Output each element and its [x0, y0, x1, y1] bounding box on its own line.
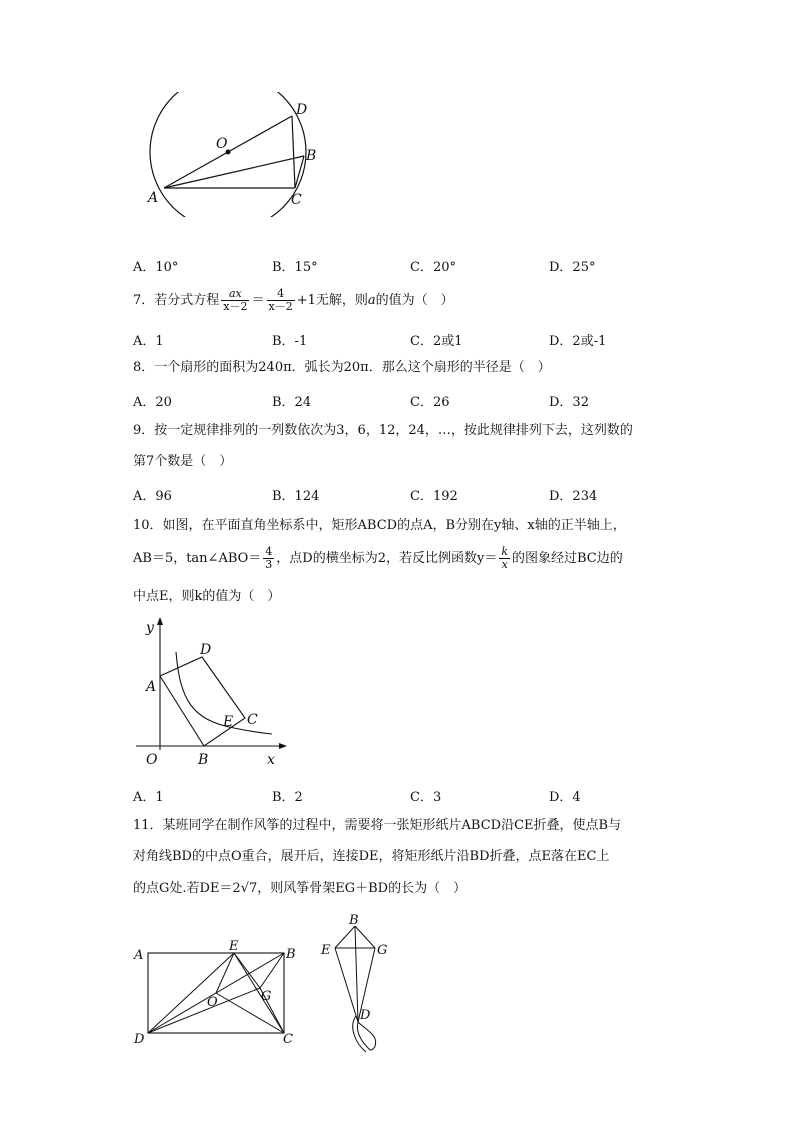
q8-stem: 8．一个扇形的面积为240π．弧长为20π．那么这个扇形的半径是（ ）	[133, 360, 551, 375]
label-a: A	[146, 679, 157, 695]
segment-eg	[234, 953, 260, 988]
q6-option-d: D．25°	[549, 260, 596, 275]
q7-option-d: D．2或-1	[549, 334, 607, 349]
q10-stem-line1: 10．如图，在平面直角坐标系中，矩形ABCD的点A，B分别在y轴、x轴的正半轴上，	[133, 518, 626, 533]
label-o: O	[207, 995, 218, 1010]
q9-option-d: D．234	[549, 489, 598, 504]
label-b: B	[198, 752, 209, 768]
label-x: x	[267, 752, 275, 768]
label-e: E	[229, 939, 239, 954]
kite-spine-bd	[355, 926, 358, 1022]
q8-option-b: B．24	[272, 395, 312, 410]
q7-fraction-1: $\frac{ax}{x-2}$	[223, 287, 248, 313]
q8-option-c: C．26	[410, 395, 450, 410]
q6-option-a: A．10°	[133, 260, 179, 275]
q10-tan-fraction: $\frac{4}{3}$	[265, 545, 273, 571]
label-b: B	[349, 913, 359, 928]
label-o: O	[216, 136, 228, 152]
segment-gb	[260, 953, 284, 988]
label-e: E	[223, 714, 234, 730]
q6-option-c: C．20°	[410, 260, 456, 275]
label-d: D	[360, 1008, 371, 1023]
label-c: C	[283, 1032, 293, 1047]
label-d: D	[296, 102, 308, 118]
chord-ab	[164, 156, 304, 188]
q11-stem-line3: 的点G处.若DE＝2√7，则风筝骨架EG＋BD的长为（ ）	[133, 881, 467, 896]
q10-stem-line3: 中点E，则k的值为（ ）	[133, 589, 281, 604]
q10-option-a: A．1	[133, 790, 164, 805]
q10-coordinate-figure	[130, 612, 290, 774]
label-b: B	[306, 148, 317, 164]
q10-option-c: C．3	[410, 790, 442, 805]
label-b: B	[286, 947, 296, 962]
q11-stem-line1: 11．某班同学在制作风筝的过程中，需要将一张矩形纸片ABCD沿CE折叠，使点B与	[133, 818, 622, 833]
q11-rectangle-figure	[130, 936, 300, 1048]
q11-kite-figure	[318, 912, 394, 1058]
segment-dg	[148, 988, 260, 1033]
q7-fraction-2: $\frac{4}{x-2}$	[268, 287, 293, 313]
q10-k-fraction: $\frac{k}{x}$	[501, 545, 509, 571]
q7-option-a: A．1	[133, 334, 164, 349]
q10-option-d: D．4	[549, 790, 581, 805]
q9-option-b: B．124	[272, 489, 320, 504]
q10-option-b: B．2	[272, 790, 303, 805]
label-g: G	[261, 989, 272, 1004]
q11-stem-line2: 对角线BD的中点O重合，展开后，连接DE，将矩形纸片沿BD折叠，点E落在EC上	[133, 849, 610, 864]
label-o: O	[146, 752, 158, 768]
kite-edge-ed	[335, 948, 358, 1022]
y-axis-arrow	[157, 617, 163, 625]
q9-option-c: C．192	[410, 489, 458, 504]
q9-stem-line2: 第7个数是（ ）	[133, 454, 233, 469]
label-a: A	[134, 948, 144, 963]
chord-dc	[292, 116, 295, 188]
label-d: D	[134, 1032, 145, 1047]
q10-stem-line2: AB＝5，tan∠ABO＝ $\frac{4}{3}$ ，点D的横坐标为2，若反比例函数y＝ $\frac{k}{x}$ 的图象经过BC边的	[133, 545, 623, 571]
x-axis-arrow	[279, 743, 287, 749]
q8-option-a: A．20	[133, 395, 172, 410]
kite-edge-be	[335, 926, 355, 948]
q7-stem: 7．若分式方程 $\frac{ax}{x-2}$ ＝ $\frac{4}{x-2}$ +1无解，则a的值为（ ）	[133, 287, 454, 313]
q8-option-d: D．32	[549, 395, 589, 410]
label-y: y	[146, 620, 154, 636]
segment-ce	[234, 953, 284, 1033]
q7-option-b: B．-1	[272, 334, 308, 349]
kite-edge-bg	[355, 926, 375, 948]
label-d: D	[200, 642, 212, 658]
q6-option-b: B．15°	[272, 260, 318, 275]
rectangle-abcd	[160, 657, 245, 746]
q6-circle-figure	[140, 92, 330, 217]
q9-option-a: A．96	[133, 489, 172, 504]
label-c: C	[291, 192, 302, 208]
segment-eo	[216, 953, 234, 993]
label-c: C	[247, 712, 258, 728]
q9-stem-line1: 9．按一定规律排列的一列数依次为3，6，12，24，…，按此规律排列下去，这列数的	[133, 423, 633, 438]
segment-de	[148, 953, 234, 1033]
label-e: E	[321, 943, 331, 958]
label-a: A	[148, 190, 159, 206]
q7-option-c: C．2或1	[410, 334, 463, 349]
label-g: G	[377, 943, 388, 958]
